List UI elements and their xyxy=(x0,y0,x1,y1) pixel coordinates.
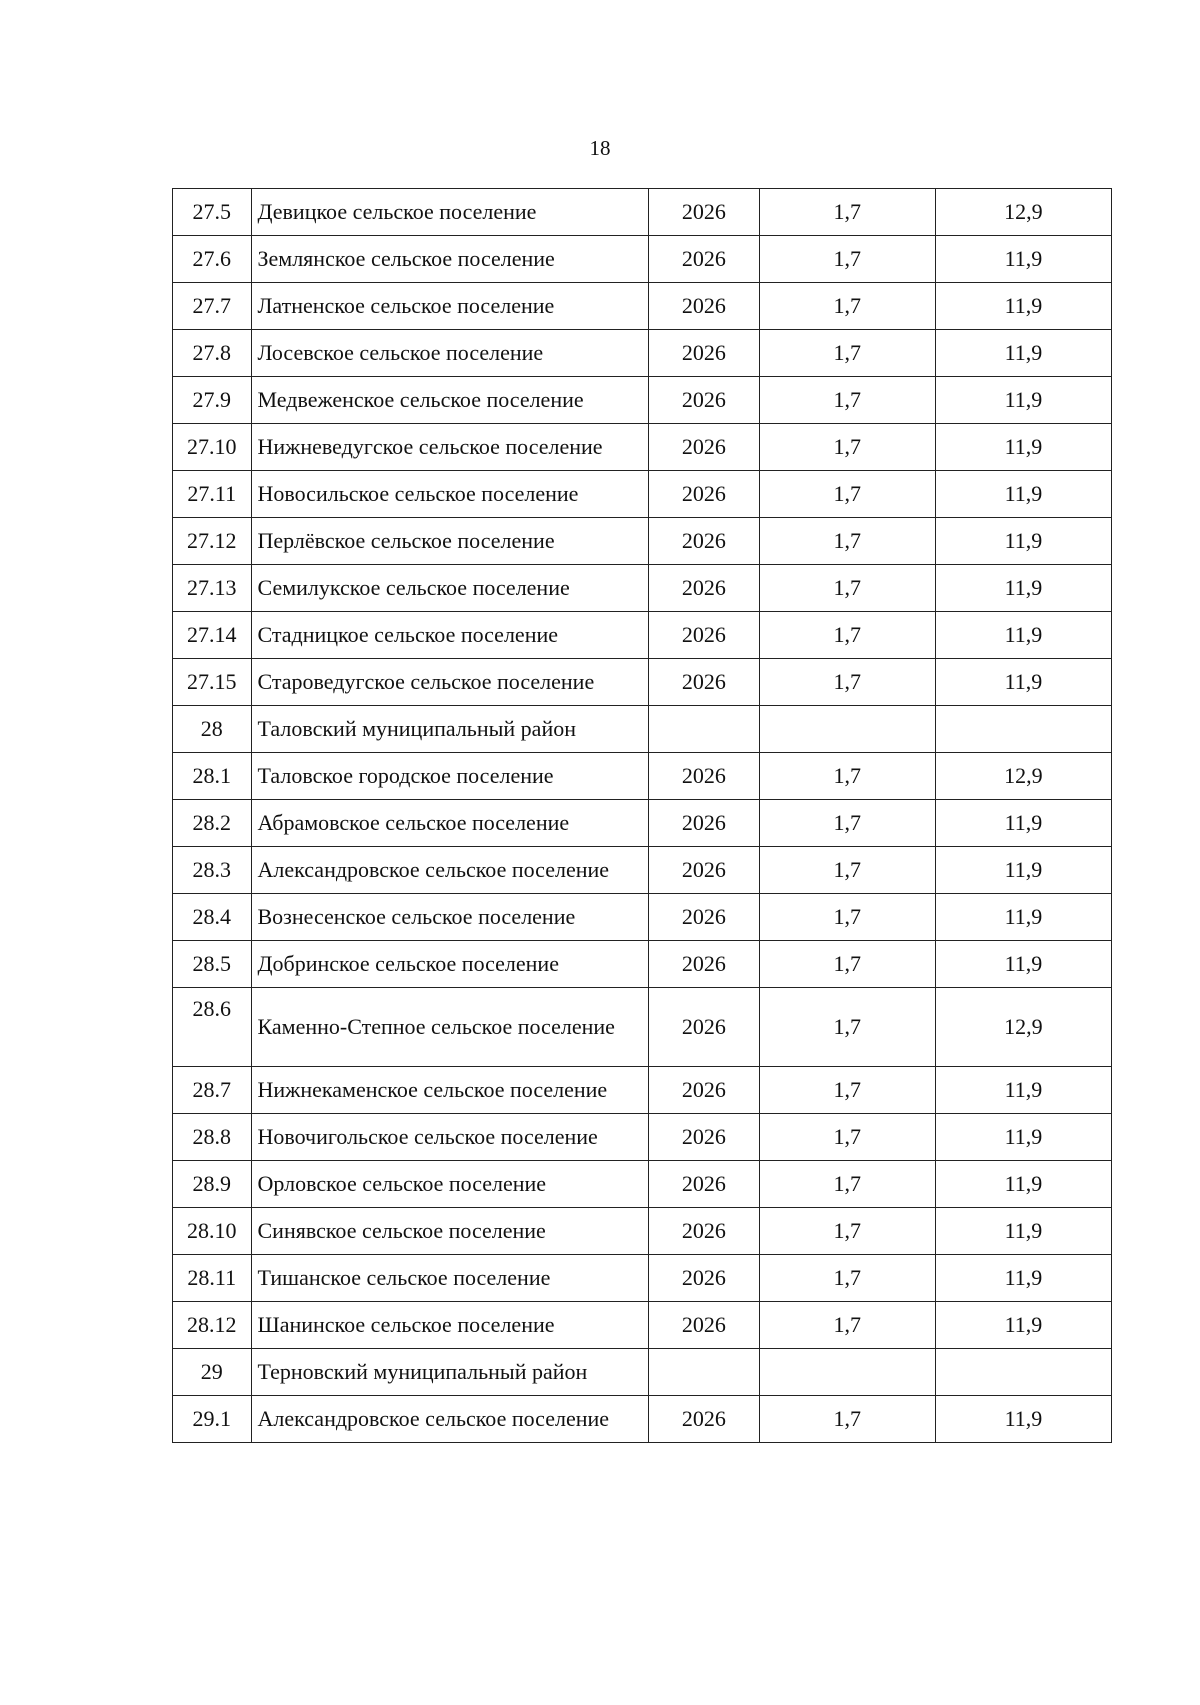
year-cell: 2026 xyxy=(649,236,760,283)
value-2-cell: 11,9 xyxy=(935,1161,1111,1208)
row-number-cell: 27.15 xyxy=(173,659,252,706)
table-row xyxy=(173,1255,1112,1302)
row-number-cell: 28.1 xyxy=(173,753,252,800)
settlement-name-cell: Абрамовское сельское поселение xyxy=(251,800,649,847)
settlement-name-cell: Таловское городское поселение xyxy=(251,753,649,800)
table-row xyxy=(173,1349,1112,1396)
settlement-name-cell: Александровское сельское поселение xyxy=(251,847,649,894)
row-number-cell: 27.11 xyxy=(173,471,252,518)
row-number-cell: 28.6 xyxy=(173,988,252,1067)
value-2-cell: 11,9 xyxy=(935,941,1111,988)
table-row xyxy=(173,941,1112,988)
table-row xyxy=(173,1067,1112,1114)
settlement-name-cell: Медвеженское сельское поселение xyxy=(251,377,649,424)
row-number-cell: 27.13 xyxy=(173,565,252,612)
value-2-cell: 11,9 xyxy=(935,283,1111,330)
settlement-name-cell: Девицкое сельское поселение xyxy=(251,189,649,236)
value-1-cell: 1,7 xyxy=(759,518,935,565)
table-row xyxy=(173,471,1112,518)
value-2-cell: 11,9 xyxy=(935,894,1111,941)
table-row xyxy=(173,612,1112,659)
year-cell: 2026 xyxy=(649,800,760,847)
data-table xyxy=(172,188,1112,1443)
value-1-cell: 1,7 xyxy=(759,1161,935,1208)
table-row xyxy=(173,847,1112,894)
row-number-cell: 28.9 xyxy=(173,1161,252,1208)
row-number-cell: 28.10 xyxy=(173,1208,252,1255)
value-2-cell: 11,9 xyxy=(935,800,1111,847)
row-number-cell: 27.9 xyxy=(173,377,252,424)
value-2-cell: 11,9 xyxy=(935,847,1111,894)
year-cell: 2026 xyxy=(649,283,760,330)
table-row xyxy=(173,706,1112,753)
value-2-cell: 11,9 xyxy=(935,471,1111,518)
year-cell: 2026 xyxy=(649,659,760,706)
value-2-cell: 11,9 xyxy=(935,1067,1111,1114)
row-number-cell: 28.2 xyxy=(173,800,252,847)
settlement-name-cell: Лосевское сельское поселение xyxy=(251,330,649,377)
year-cell xyxy=(649,1349,760,1396)
value-2-cell: 12,9 xyxy=(935,189,1111,236)
year-cell: 2026 xyxy=(649,377,760,424)
row-number-cell: 28.11 xyxy=(173,1255,252,1302)
year-cell: 2026 xyxy=(649,565,760,612)
settlement-name-cell: Вознесенское сельское поселение xyxy=(251,894,649,941)
year-cell: 2026 xyxy=(649,1302,760,1349)
settlement-name-cell: Таловский муниципальный район xyxy=(251,706,649,753)
settlement-name-cell: Нижневедугское сельское поселение xyxy=(251,424,649,471)
settlement-name-cell: Землянское сельское поселение xyxy=(251,236,649,283)
year-cell: 2026 xyxy=(649,941,760,988)
value-1-cell: 1,7 xyxy=(759,659,935,706)
value-1-cell: 1,7 xyxy=(759,236,935,283)
settlement-name-cell: Добринское сельское поселение xyxy=(251,941,649,988)
settlement-name-cell: Семилукское сельское поселение xyxy=(251,565,649,612)
year-cell: 2026 xyxy=(649,612,760,659)
value-1-cell: 1,7 xyxy=(759,800,935,847)
value-1-cell: 1,7 xyxy=(759,988,935,1067)
value-1-cell: 1,7 xyxy=(759,1255,935,1302)
year-cell: 2026 xyxy=(649,424,760,471)
settlement-name-cell: Тишанское сельское поселение xyxy=(251,1255,649,1302)
value-2-cell: 11,9 xyxy=(935,1114,1111,1161)
value-2-cell: 11,9 xyxy=(935,565,1111,612)
value-1-cell: 1,7 xyxy=(759,565,935,612)
value-2-cell xyxy=(935,1349,1111,1396)
row-number-cell: 28.7 xyxy=(173,1067,252,1114)
value-1-cell: 1,7 xyxy=(759,1396,935,1443)
table-row xyxy=(173,424,1112,471)
table-row xyxy=(173,988,1112,1067)
table-row xyxy=(173,283,1112,330)
table-row xyxy=(173,1302,1112,1349)
year-cell: 2026 xyxy=(649,189,760,236)
value-2-cell: 11,9 xyxy=(935,424,1111,471)
value-1-cell: 1,7 xyxy=(759,1114,935,1161)
settlement-name-cell: Синявское сельское поселение xyxy=(251,1208,649,1255)
value-2-cell: 11,9 xyxy=(935,1302,1111,1349)
row-number-cell: 27.12 xyxy=(173,518,252,565)
value-1-cell: 1,7 xyxy=(759,1208,935,1255)
settlement-name-cell: Перлёвское сельское поселение xyxy=(251,518,649,565)
year-cell: 2026 xyxy=(649,753,760,800)
settlement-name-cell: Каменно-Степное сельское поселение xyxy=(251,988,649,1067)
row-number-cell: 28.5 xyxy=(173,941,252,988)
value-1-cell: 1,7 xyxy=(759,753,935,800)
value-1-cell xyxy=(759,706,935,753)
settlement-name-cell: Орловское сельское поселение xyxy=(251,1161,649,1208)
year-cell: 2026 xyxy=(649,847,760,894)
row-number-cell: 29 xyxy=(173,1349,252,1396)
row-number-cell: 28 xyxy=(173,706,252,753)
value-1-cell: 1,7 xyxy=(759,1067,935,1114)
table-row xyxy=(173,659,1112,706)
row-number-cell: 27.10 xyxy=(173,424,252,471)
table-row xyxy=(173,518,1112,565)
year-cell: 2026 xyxy=(649,988,760,1067)
table-row xyxy=(173,894,1112,941)
year-cell: 2026 xyxy=(649,1067,760,1114)
value-1-cell: 1,7 xyxy=(759,894,935,941)
settlement-name-cell: Староведугское сельское поселение xyxy=(251,659,649,706)
table-body xyxy=(173,189,1112,1443)
value-2-cell: 11,9 xyxy=(935,659,1111,706)
year-cell: 2026 xyxy=(649,1208,760,1255)
year-cell: 2026 xyxy=(649,1161,760,1208)
row-number-cell: 27.7 xyxy=(173,283,252,330)
table-row xyxy=(173,565,1112,612)
settlement-name-cell: Шанинское сельское поселение xyxy=(251,1302,649,1349)
value-1-cell xyxy=(759,1349,935,1396)
row-number-cell: 28.12 xyxy=(173,1302,252,1349)
table-row xyxy=(173,800,1112,847)
value-1-cell: 1,7 xyxy=(759,847,935,894)
settlement-name-cell: Нижнекаменское сельское поселение xyxy=(251,1067,649,1114)
value-1-cell: 1,7 xyxy=(759,424,935,471)
table-row xyxy=(173,330,1112,377)
value-2-cell xyxy=(935,706,1111,753)
value-1-cell: 1,7 xyxy=(759,330,935,377)
value-1-cell: 1,7 xyxy=(759,471,935,518)
row-number-cell: 28.3 xyxy=(173,847,252,894)
year-cell: 2026 xyxy=(649,1396,760,1443)
settlement-name-cell: Терновский муниципальный район xyxy=(251,1349,649,1396)
table-row xyxy=(173,377,1112,424)
year-cell: 2026 xyxy=(649,894,760,941)
value-1-cell: 1,7 xyxy=(759,612,935,659)
table-row xyxy=(173,1114,1112,1161)
table-row xyxy=(173,753,1112,800)
value-1-cell: 1,7 xyxy=(759,1302,935,1349)
value-2-cell: 11,9 xyxy=(935,1255,1111,1302)
row-number-cell: 29.1 xyxy=(173,1396,252,1443)
value-2-cell: 11,9 xyxy=(935,1396,1111,1443)
page-number: 18 xyxy=(589,136,611,160)
settlement-name-cell: Стадницкое сельское поселение xyxy=(251,612,649,659)
value-2-cell: 11,9 xyxy=(935,612,1111,659)
year-cell: 2026 xyxy=(649,1255,760,1302)
year-cell: 2026 xyxy=(649,471,760,518)
settlement-name-cell: Александровское сельское поселение xyxy=(251,1396,649,1443)
table-row xyxy=(173,189,1112,236)
year-cell xyxy=(649,706,760,753)
value-2-cell: 11,9 xyxy=(935,330,1111,377)
table-row xyxy=(173,236,1112,283)
value-2-cell: 11,9 xyxy=(935,1208,1111,1255)
year-cell: 2026 xyxy=(649,330,760,377)
value-1-cell: 1,7 xyxy=(759,941,935,988)
value-2-cell: 11,9 xyxy=(935,377,1111,424)
row-number-cell: 28.4 xyxy=(173,894,252,941)
value-1-cell: 1,7 xyxy=(759,283,935,330)
table-row xyxy=(173,1208,1112,1255)
row-number-cell: 27.5 xyxy=(173,189,252,236)
value-2-cell: 12,9 xyxy=(935,988,1111,1067)
value-2-cell: 12,9 xyxy=(935,753,1111,800)
settlement-name-cell: Новосильское сельское поселение xyxy=(251,471,649,518)
value-2-cell: 11,9 xyxy=(935,236,1111,283)
row-number-cell: 27.6 xyxy=(173,236,252,283)
year-cell: 2026 xyxy=(649,518,760,565)
table-row xyxy=(173,1396,1112,1443)
settlement-name-cell: Новочигольское сельское поселение xyxy=(251,1114,649,1161)
year-cell: 2026 xyxy=(649,1114,760,1161)
value-1-cell: 1,7 xyxy=(759,377,935,424)
settlement-name-cell: Латненское сельское поселение xyxy=(251,283,649,330)
value-1-cell: 1,7 xyxy=(759,189,935,236)
table-row xyxy=(173,1161,1112,1208)
row-number-cell: 27.8 xyxy=(173,330,252,377)
value-2-cell: 11,9 xyxy=(935,518,1111,565)
row-number-cell: 27.14 xyxy=(173,612,252,659)
row-number-cell: 28.8 xyxy=(173,1114,252,1161)
